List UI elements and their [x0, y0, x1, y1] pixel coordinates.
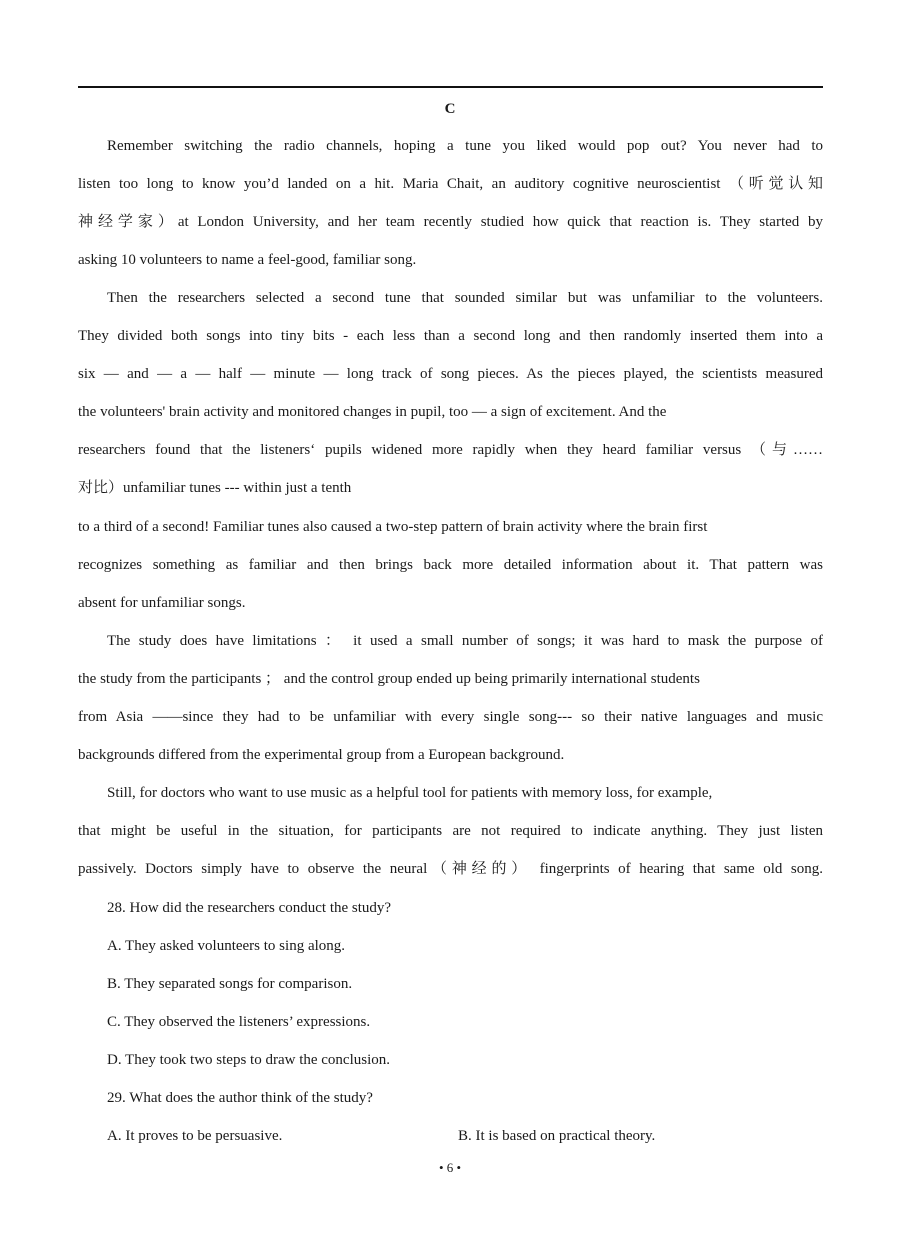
question-29-option-a[interactable]: A. It proves to be persuasive.: [107, 1128, 283, 1144]
question-29-stem: 29. What does the author think of the study?: [107, 1090, 373, 1106]
passage-line: Remember switching the radio channels, hoping a tune you liked would pop out? You never had to: [107, 138, 823, 154]
top-divider: [78, 86, 823, 88]
passage-line: recognizes something as familiar and then brings back more detailed information about it. That pattern was: [78, 557, 823, 573]
section-heading: C: [444, 101, 456, 117]
passage-line: passively. Doctors simply have to observe the neural（神经的） fingerprints of hearing that same old song.: [78, 861, 823, 877]
passage-line: six — and — a — half — minute — long track of song pieces. As the pieces played, the scientists measured: [78, 366, 823, 382]
passage-line: to a third of a second! Familiar tunes also caused a two-step pattern of brain activity where the brain first: [78, 519, 708, 535]
question-28-option-a[interactable]: A. They asked volunteers to sing along.: [107, 938, 346, 954]
passage-line: 神经学家）at London University, and her team recently studied how quick that reaction is. They started by: [78, 214, 823, 230]
passage-line: backgrounds differed from the experimental group from a European background.: [78, 747, 565, 763]
passage-line: Then the researchers selected a second tune that sounded similar but was unfamiliar to the volunteers.: [107, 290, 823, 306]
question-28-option-b[interactable]: B. They separated songs for comparison.: [107, 976, 353, 992]
page-number: • 6 •: [438, 1160, 462, 1175]
question-28-stem: 28. How did the researchers conduct the study?: [107, 900, 392, 916]
question-29-option-b[interactable]: B. It is based on practical theory.: [458, 1128, 656, 1144]
passage-line: absent for unfamiliar songs.: [78, 595, 246, 611]
question-28-option-d[interactable]: D. They took two steps to draw the conclusion.: [107, 1052, 391, 1068]
passage-line: from Asia ——since they had to be unfamiliar with every single song--- so their native languages and music: [78, 709, 823, 725]
passage-line: that might be useful in the situation, for participants are not required to indicate anything. They just listen: [78, 823, 823, 839]
passage-line: The study does have limitations ： it used a small number of songs; it was hard to mask the purpose of: [107, 633, 823, 649]
question-28-option-c[interactable]: C. They observed the listeners’ expressions.: [107, 1014, 371, 1030]
passage-line: the study from the participants ； and the control group ended up being primarily international students: [78, 671, 700, 687]
passage-line: researchers found that the listeners‘ pupils widened more rapidly when they heard familiar versus （与……: [78, 442, 823, 458]
passage-line: listen too long to know you’d landed on a hit. Maria Chait, an auditory cognitive neuroscientist （听觉认知: [78, 176, 823, 192]
passage-line: the volunteers' brain activity and monitored changes in pupil, too — a sign of excitement. And the: [78, 404, 667, 420]
passage-line: asking 10 volunteers to name a feel-good, familiar song.: [78, 252, 417, 268]
passage-line: Still, for doctors who want to use music as a helpful tool for patients with memory loss, for example,: [107, 785, 713, 801]
passage-line: 对比）unfamiliar tunes --- within just a tenth: [78, 480, 352, 496]
passage-line: They divided both songs into tiny bits - each less than a second long and then randomly inserted them into a: [78, 328, 823, 344]
